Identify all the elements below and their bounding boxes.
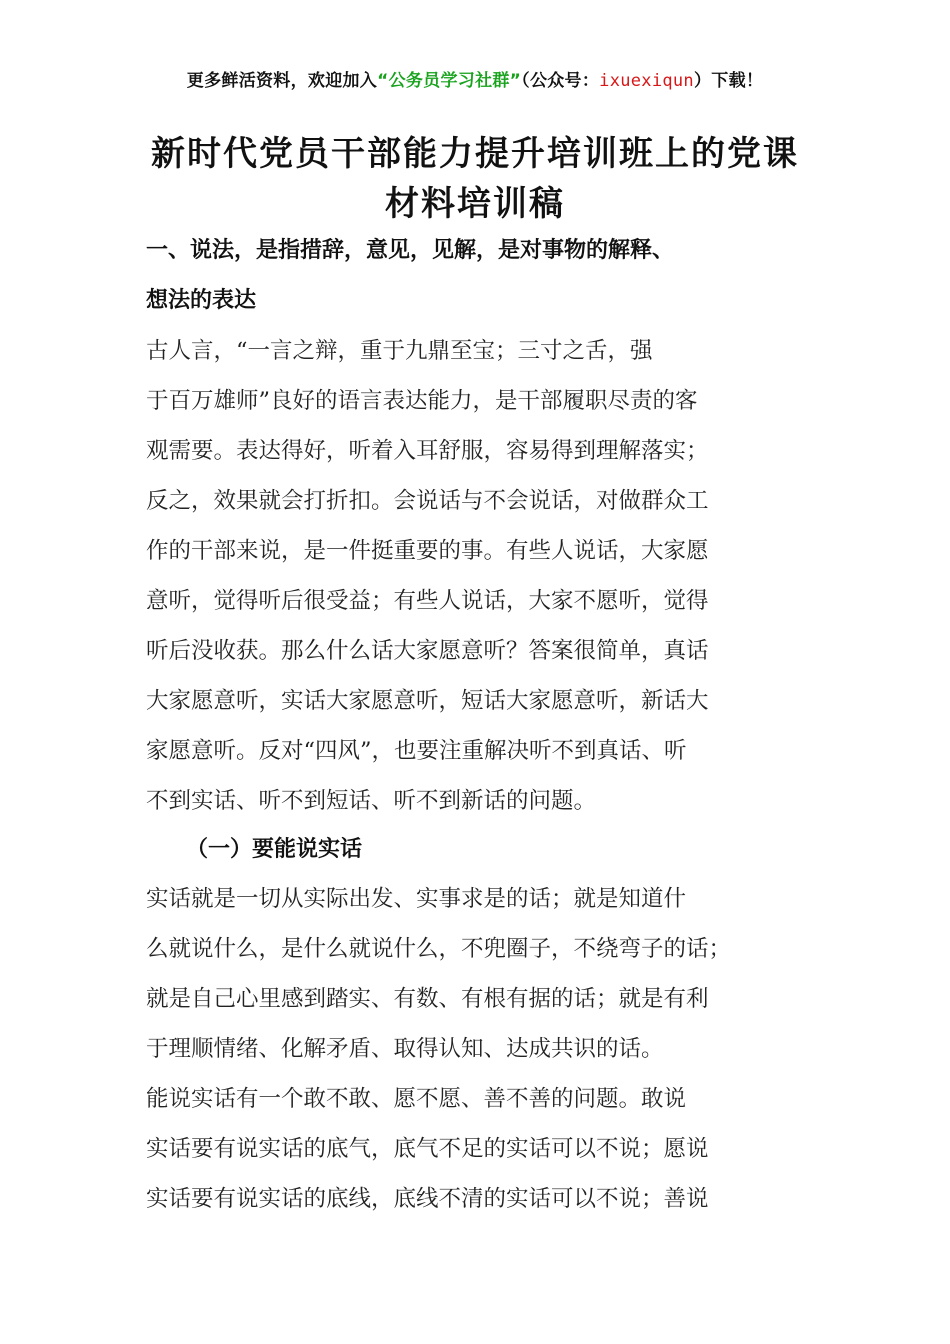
section-heading-line-2: 想法的表达 xyxy=(146,288,257,313)
paragraph-line: 实话要有说实话的底气，底气不足的实话可以不说；愿说 xyxy=(146,1136,709,1162)
paragraph-line: 能说实话有一个敢不敢、愿不愿、善不善的问题。敢说 xyxy=(146,1086,687,1112)
paragraph-line: 就是自己心里感到踏实、有数、有根有据的话；就是有利 xyxy=(146,986,709,1012)
paragraph-line: 么就说什么，是什么就说什么，不兜圈子，不绕弯子的话； xyxy=(146,936,732,962)
paragraph-line: 意听，觉得听后很受益；有些人说话，大家不愿听，觉得 xyxy=(146,588,709,614)
paragraph-line: 古人言，“一言之辩，重于九鼎至宝；三寸之舌，强 xyxy=(146,338,653,364)
paragraph-line: 不到实话、听不到短话、听不到新话的问题。 xyxy=(146,788,597,814)
paragraph-line: 大家愿意听，实话大家愿意听，短话大家愿意听，新话大 xyxy=(146,688,709,714)
section-heading-line-1: 一、说法，是指措辞，意见，见解，是对事物的解释、 xyxy=(146,238,675,263)
paragraph-line: 作的干部来说，是一件挺重要的事。有些人说话，大家愿 xyxy=(146,538,709,564)
paragraph-line: 观需要。表达得好，听着入耳舒服，容易得到理解落实； xyxy=(146,438,709,464)
banner-prefix: 更多鲜活资料，欢迎加入 xyxy=(186,71,378,91)
banner-account-label: （公众号： xyxy=(521,71,600,91)
paragraph-line: 听后没收获。那么什么话大家愿意听？答案很简单，真话 xyxy=(146,638,709,664)
document-title-line-1: 新时代党员干部能力提升培训班上的党课 xyxy=(151,134,799,174)
subsection-heading: （一）要能说实话 xyxy=(186,836,363,862)
paragraph-line: 家愿意听。反对“四风”，也要注重解决听不到真话、听 xyxy=(146,738,687,764)
paragraph-line: 实话就是一切从实际出发、实事求是的话；就是知道什 xyxy=(146,886,687,912)
paragraph-line: 实话要有说实话的底线，底线不清的实话可以不说；善说 xyxy=(146,1186,709,1212)
banner-account-id: ixuexiqun xyxy=(599,71,694,91)
banner-group-name: “公务员学习社群” xyxy=(377,71,522,91)
promo-banner xyxy=(0,66,950,91)
paragraph-line: 于理顺情绪、化解矛盾、取得认知、达成共识的话。 xyxy=(146,1036,664,1062)
banner-suffix: ）下载！ xyxy=(693,71,764,91)
paragraph-line: 反之，效果就会打折扣。会说话与不会说话，对做群众工 xyxy=(146,488,709,514)
paragraph-line: 于百万雄师”良好的语言表达能力，是干部履职尽责的客 xyxy=(146,388,698,414)
document-title-line-2: 材料培训稿 xyxy=(385,184,565,224)
